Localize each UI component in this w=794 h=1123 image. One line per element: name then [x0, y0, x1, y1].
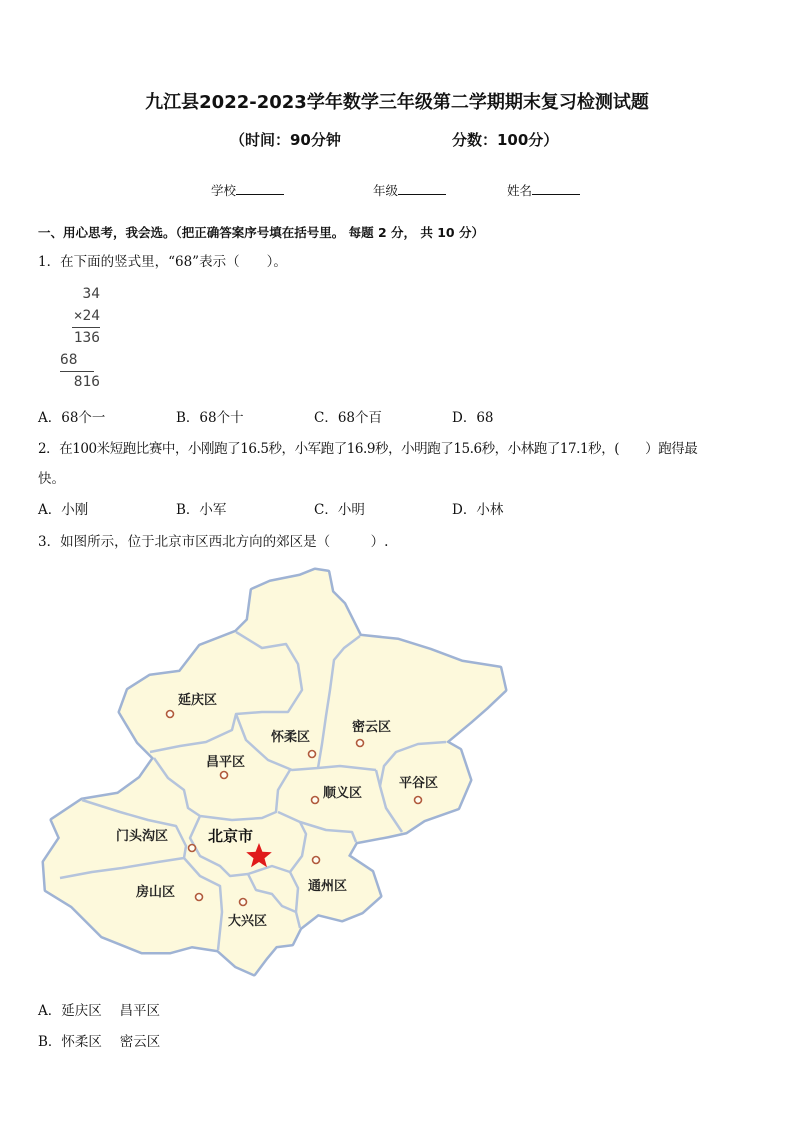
question-1: 1．在下面的竖式里，“68”表示（ ）。 [38, 254, 287, 270]
beijing-map [36, 560, 516, 990]
dot-changping [221, 772, 228, 779]
calc-line: 816 [73, 374, 100, 390]
label-beijing: 北京市 [208, 827, 254, 845]
school-label: 学校 [211, 183, 237, 198]
label-yanqing: 延庆区 [178, 693, 218, 708]
question-3: 3．如图所示，位于北京市区西北方向的郊区是（ ）. [38, 534, 389, 550]
dot-pinggu [415, 797, 422, 804]
name-field [507, 181, 580, 199]
map-fill [44, 570, 505, 974]
question-2-line1: 2．在100米短跑比赛中，小刚跑了16.5秒，小军跑了16.9秒，小明跑了15.6秒，小林跑了17.1秒，( ）跑得最 [38, 441, 698, 457]
calc-line: 68 [60, 349, 94, 372]
q1-option-c: C．68个百 [314, 410, 383, 426]
label-mentougou: 门头沟区 [116, 829, 169, 844]
school-field [211, 181, 284, 199]
q3-option-a: A．延庆区 昌平区 [38, 1003, 161, 1019]
name-label: 姓名 [507, 183, 533, 198]
score-info: 分数：100分） [452, 131, 559, 149]
dot-yanqing [167, 711, 174, 718]
q2-option-a: A．小刚 [38, 502, 89, 518]
label-pinggu: 平谷区 [399, 776, 439, 791]
dot-fangshan [196, 894, 203, 901]
dot-huairou [309, 751, 316, 758]
calc-line: 34 [82, 286, 100, 302]
vertical-calculation [60, 283, 100, 393]
q3-option-b: B．怀柔区 密云区 [38, 1034, 161, 1050]
q1-option-b: B．68个十 [176, 410, 244, 426]
section-heading: 一、用心思考，我会选。（把正确答案序号填在括号里。 每题 2 分， 共 10 分） [38, 225, 484, 240]
dot-miyun [357, 740, 364, 747]
dot-shunyi [312, 797, 319, 804]
time-info: （时间：90分钟 [230, 131, 341, 149]
name-blank [532, 182, 580, 195]
school-blank [236, 182, 284, 195]
calc-line: ×24 [72, 305, 100, 328]
q1-option-d: D．68 [452, 410, 494, 426]
label-daxing: 大兴区 [228, 914, 268, 929]
dot-tongzhou [313, 857, 320, 864]
label-changping: 昌平区 [206, 755, 246, 770]
label-huairou: 怀柔区 [271, 730, 311, 745]
question-2-line2: 快。 [38, 471, 65, 487]
q2-option-d: D．小林 [452, 502, 504, 518]
q2-option-b: B．小军 [176, 502, 227, 518]
q2-option-c: C．小明 [314, 502, 365, 518]
dot-daxing [240, 899, 247, 906]
label-shunyi: 顺义区 [323, 786, 363, 801]
grade-blank [398, 182, 446, 195]
grade-label: 年级 [373, 183, 399, 198]
calc-line: 136 [73, 330, 100, 346]
label-miyun: 密云区 [352, 720, 392, 735]
grade-field [373, 181, 446, 199]
dot-mentougou [189, 845, 196, 852]
q1-option-a: A．68个一 [38, 410, 106, 426]
page-title: 九江县2022-2023学年数学三年级第二学期期末复习检测试题 [145, 92, 649, 113]
label-fangshan: 房山区 [136, 885, 176, 900]
label-tongzhou: 通州区 [308, 879, 348, 894]
